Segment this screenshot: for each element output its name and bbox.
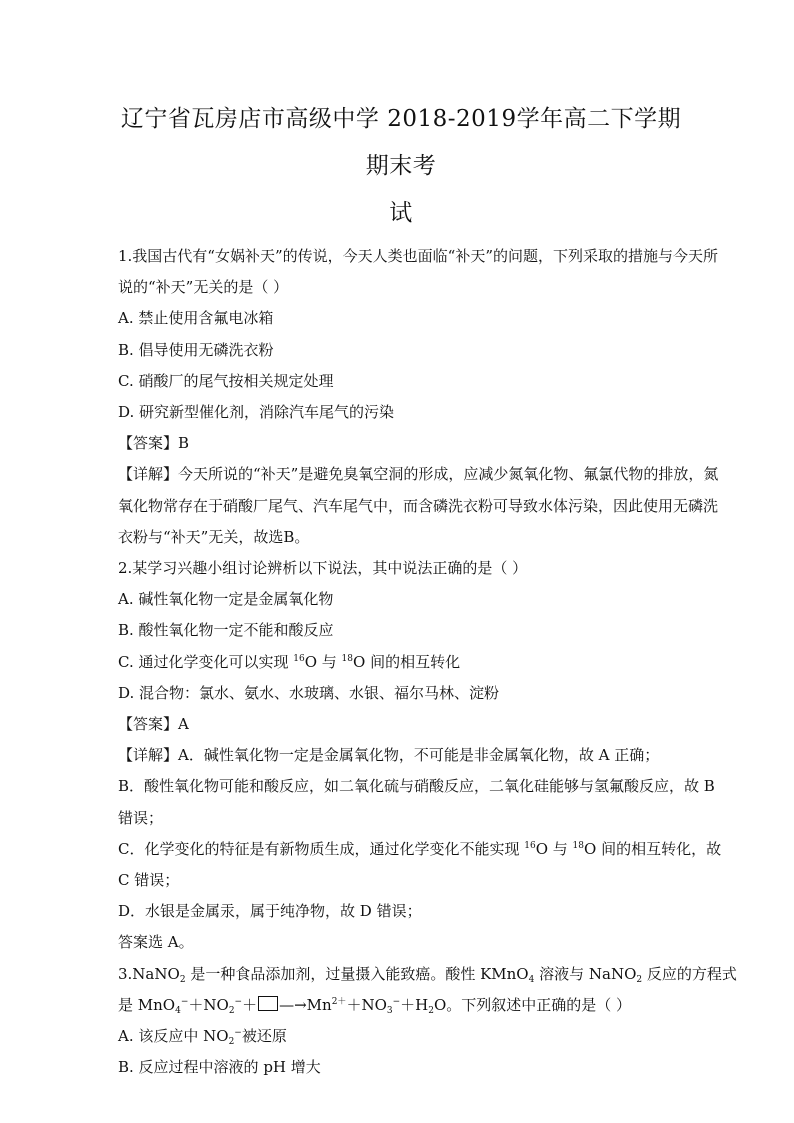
q3-option-a-text-1: A. 该反应中 NO — [118, 1027, 229, 1046]
q1-stem-line-2: 说的“补天”无关的是（ ） — [118, 278, 289, 297]
title-line-2: 试 — [389, 200, 413, 226]
q2-stem: 2.某学习兴趣小组讨论辨析以下说法，其中说法正确的是（ ） — [118, 559, 528, 578]
q2-option-c-mass-16: 16 — [293, 653, 305, 664]
question-2 — [118, 553, 722, 959]
q3-l1-text-b: 是一种食品添加剂，过量摄入能致癌。酸性 KMnO — [185, 964, 529, 983]
q3-l1-sub-2: 4 — [528, 974, 535, 985]
q2-option-c-text-1: C. 通过化学变化可以实现 — [118, 652, 294, 671]
q1-detail-line-3: 衣粉与“补天”无关，故选B。 — [118, 527, 310, 546]
q3-l2-text-c: ＋ — [242, 995, 258, 1014]
q2-detail-b-line-2: 错误； — [118, 808, 164, 827]
q3-l1-text-d: 反应的方程式 — [642, 964, 737, 983]
q3-stem-line-2 — [118, 990, 684, 1021]
q3-l2-text-b: ＋NO — [188, 995, 229, 1014]
q3-l2-sup-2: − — [234, 996, 243, 1007]
question-1 — [118, 241, 719, 553]
q2-option-a: A. 碱性氧化物一定是金属氧化物 — [118, 590, 334, 609]
q2-option-c-mass-18: 18 — [341, 653, 353, 664]
q1-detail-line-1: 【详解】今天所说的“补天”是避免臭氧空洞的形成，应减少氮氧化物、氟氯代物的排放，氮 — [118, 465, 719, 484]
question-3 — [118, 959, 737, 1084]
q3-l2-sub-2: 2 — [228, 1005, 235, 1016]
q2-option-c — [118, 647, 684, 678]
document-title — [118, 96, 684, 237]
title-line-1: 辽宁省瓦房店市高级中学 2018-2019学年高二下学期期末考 — [120, 106, 682, 179]
q3-option-a-text-2: 被还原 — [241, 1027, 287, 1046]
q1-detail-line-2: 氧化物常存在于硝酸厂尾气、汽车尾气中，而含磷洗衣粉可导致水体污染，因此使用无磷洗 — [118, 496, 719, 515]
q3-option-a — [118, 1021, 684, 1052]
q3-l2-text-g: O。下列叙述中正确的是（ ） — [433, 995, 632, 1014]
q3-option-b: B. 反应过程中溶液的 pH 增大 — [118, 1058, 321, 1077]
q3-l2-sup-3: 2＋ — [331, 996, 347, 1007]
q2-detail-a: 【详解】A．碱性氧化物一定是金属氧化物，不可能是非金属氧化物，故 A 正确； — [118, 746, 660, 765]
q2-answer: 【答案】A — [118, 715, 189, 734]
q3-l1-sub-3: 2 — [636, 974, 643, 985]
q3-l1-text-c: 溶液与 NaNO — [534, 964, 637, 983]
q1-answer: 【答案】B — [118, 434, 190, 453]
q3-l2-sup-4: − — [392, 996, 401, 1007]
q2-detail-c-text-2: O 与 — [535, 839, 573, 858]
q2-option-d: D. 混合物：氯水、氨水、水玻璃、水银、福尔马林、淀粉 — [118, 683, 500, 702]
q3-l1-sub-1: 2 — [179, 974, 186, 985]
q1-option-a: A. 禁止使用含氟电冰箱 — [118, 309, 274, 328]
q2-detail-c-mass-16: 16 — [524, 840, 536, 851]
q1-option-c: C. 硝酸厂的尾气按相关规定处理 — [118, 371, 334, 390]
q3-l1-text-a: 3.NaNO — [118, 964, 180, 983]
q2-detail-b-line-1: B．酸性氧化物可能和酸反应，如二氧化硫与硝酸反应，二氧化硅能够与氢氟酸反应，故 B — [118, 777, 715, 796]
q2-detail-c-mass-18: 18 — [572, 840, 584, 851]
q2-option-c-text-3: O 间的相互转化 — [353, 652, 461, 671]
q2-detail-c-text-3: O 间的相互转化，故 — [584, 839, 722, 858]
q3-l2-text-e: ＋NO — [346, 995, 387, 1014]
q3-option-a-sup: − — [234, 1028, 242, 1039]
q2-detail-c-text-1: C．化学变化的特征是有新物质生成，通过化学变化不能实现 — [118, 839, 525, 858]
q3-l2-text-a: 是 MnO — [118, 995, 176, 1014]
q2-detail-c-line-1 — [118, 834, 722, 865]
q3-l2-text-f: ＋H — [400, 995, 429, 1014]
q1-option-d: D. 研究新型催化剂，消除汽车尾气的污染 — [118, 403, 395, 422]
q1-option-b: B. 倡导使用无磷洗衣粉 — [118, 340, 274, 359]
q2-detail-d: D．水银是金属汞，属于纯净物，故 D 错误； — [118, 902, 422, 921]
q3-l2-sub-3: 3 — [386, 1005, 393, 1016]
q2-conclusion: 答案选 A。 — [118, 933, 194, 952]
q2-option-c-text-2: O 与 — [304, 652, 342, 671]
q2-option-b: B. 酸性氧化物一定不能和酸反应 — [118, 621, 334, 640]
q3-blank-box — [258, 996, 278, 1011]
q3-option-a-sub: 2 — [228, 1037, 235, 1048]
q3-l2-sub-4: 2 — [428, 1005, 434, 1016]
q3-l2-text-d: —→Mn — [279, 995, 332, 1014]
q3-l2-sup-1: − — [180, 996, 189, 1007]
q3-l2-sub-1: 4 — [175, 1005, 181, 1016]
q3-stem-line-1 — [118, 959, 737, 990]
q2-detail-c-line-2: C 错误； — [118, 871, 180, 890]
q1-stem-line-1: 1.我国古代有“女娲补天”的传说，今天人类也面临“补天”的问题，下列采取的措施与今天所 — [118, 247, 718, 265]
